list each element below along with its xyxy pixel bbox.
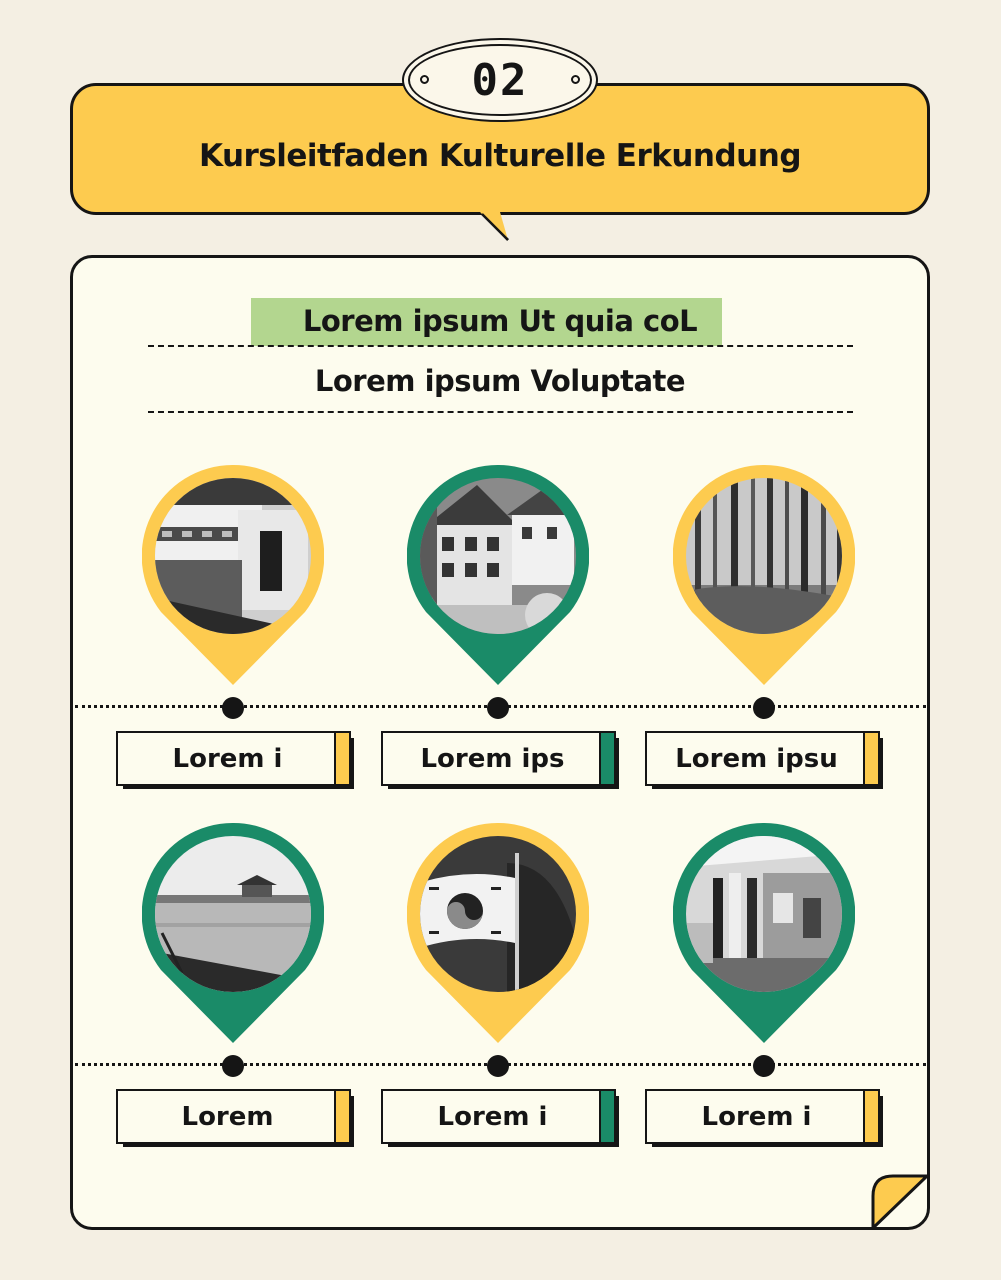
- location-label: [645, 1089, 880, 1144]
- location-pin-museum: [142, 465, 324, 687]
- label-accent-stripe: [599, 1091, 614, 1142]
- section-number-badge: [402, 38, 598, 122]
- subtitle-secondary: Lorem ipsum Voluptate: [314, 364, 686, 398]
- dashed-divider: [148, 411, 853, 413]
- location-label: [381, 731, 616, 786]
- badge-left-dot-icon: [420, 75, 429, 84]
- timeline-dot: [222, 697, 244, 719]
- timeline-dot: [753, 1055, 775, 1077]
- speech-tail-icon: [478, 212, 512, 242]
- badge-right-dot-icon: [571, 75, 580, 84]
- timeline-dot: [753, 697, 775, 719]
- timeline-dot: [487, 697, 509, 719]
- page-curl-icon: [867, 1170, 933, 1234]
- location-label: [645, 731, 880, 786]
- timeline-dot: [222, 1055, 244, 1077]
- location-label-text: Lorem: [181, 1101, 274, 1132]
- location-pin-lake: [142, 823, 324, 1045]
- location-label: [116, 731, 351, 786]
- location-pin-flag: [407, 823, 589, 1045]
- location-label-text: Lorem i: [172, 743, 283, 774]
- page-title: Kursleitfaden Kulturelle Erkundung: [198, 138, 802, 174]
- location-pin-town: [407, 465, 589, 687]
- timeline-dot: [487, 1055, 509, 1077]
- subtitle-primary: Lorem ipsum Ut quia coL: [302, 304, 698, 338]
- location-label-text: Lorem i: [437, 1101, 548, 1132]
- badge-inner-ring: [408, 44, 592, 116]
- location-pin-forest: [673, 465, 855, 687]
- label-accent-stripe: [863, 1091, 878, 1142]
- location-label-text: Lorem ips: [420, 743, 565, 774]
- label-accent-stripe: [334, 1091, 349, 1142]
- label-accent-stripe: [863, 733, 878, 784]
- location-pin-shop: [673, 823, 855, 1045]
- location-label-text: Lorem i: [701, 1101, 812, 1132]
- location-label: [116, 1089, 351, 1144]
- label-accent-stripe: [334, 733, 349, 784]
- label-accent-stripe: [599, 733, 614, 784]
- location-label-text: Lorem ipsu: [675, 743, 838, 774]
- section-number: 02: [471, 54, 529, 106]
- location-label: [381, 1089, 616, 1144]
- dashed-divider: [148, 345, 853, 347]
